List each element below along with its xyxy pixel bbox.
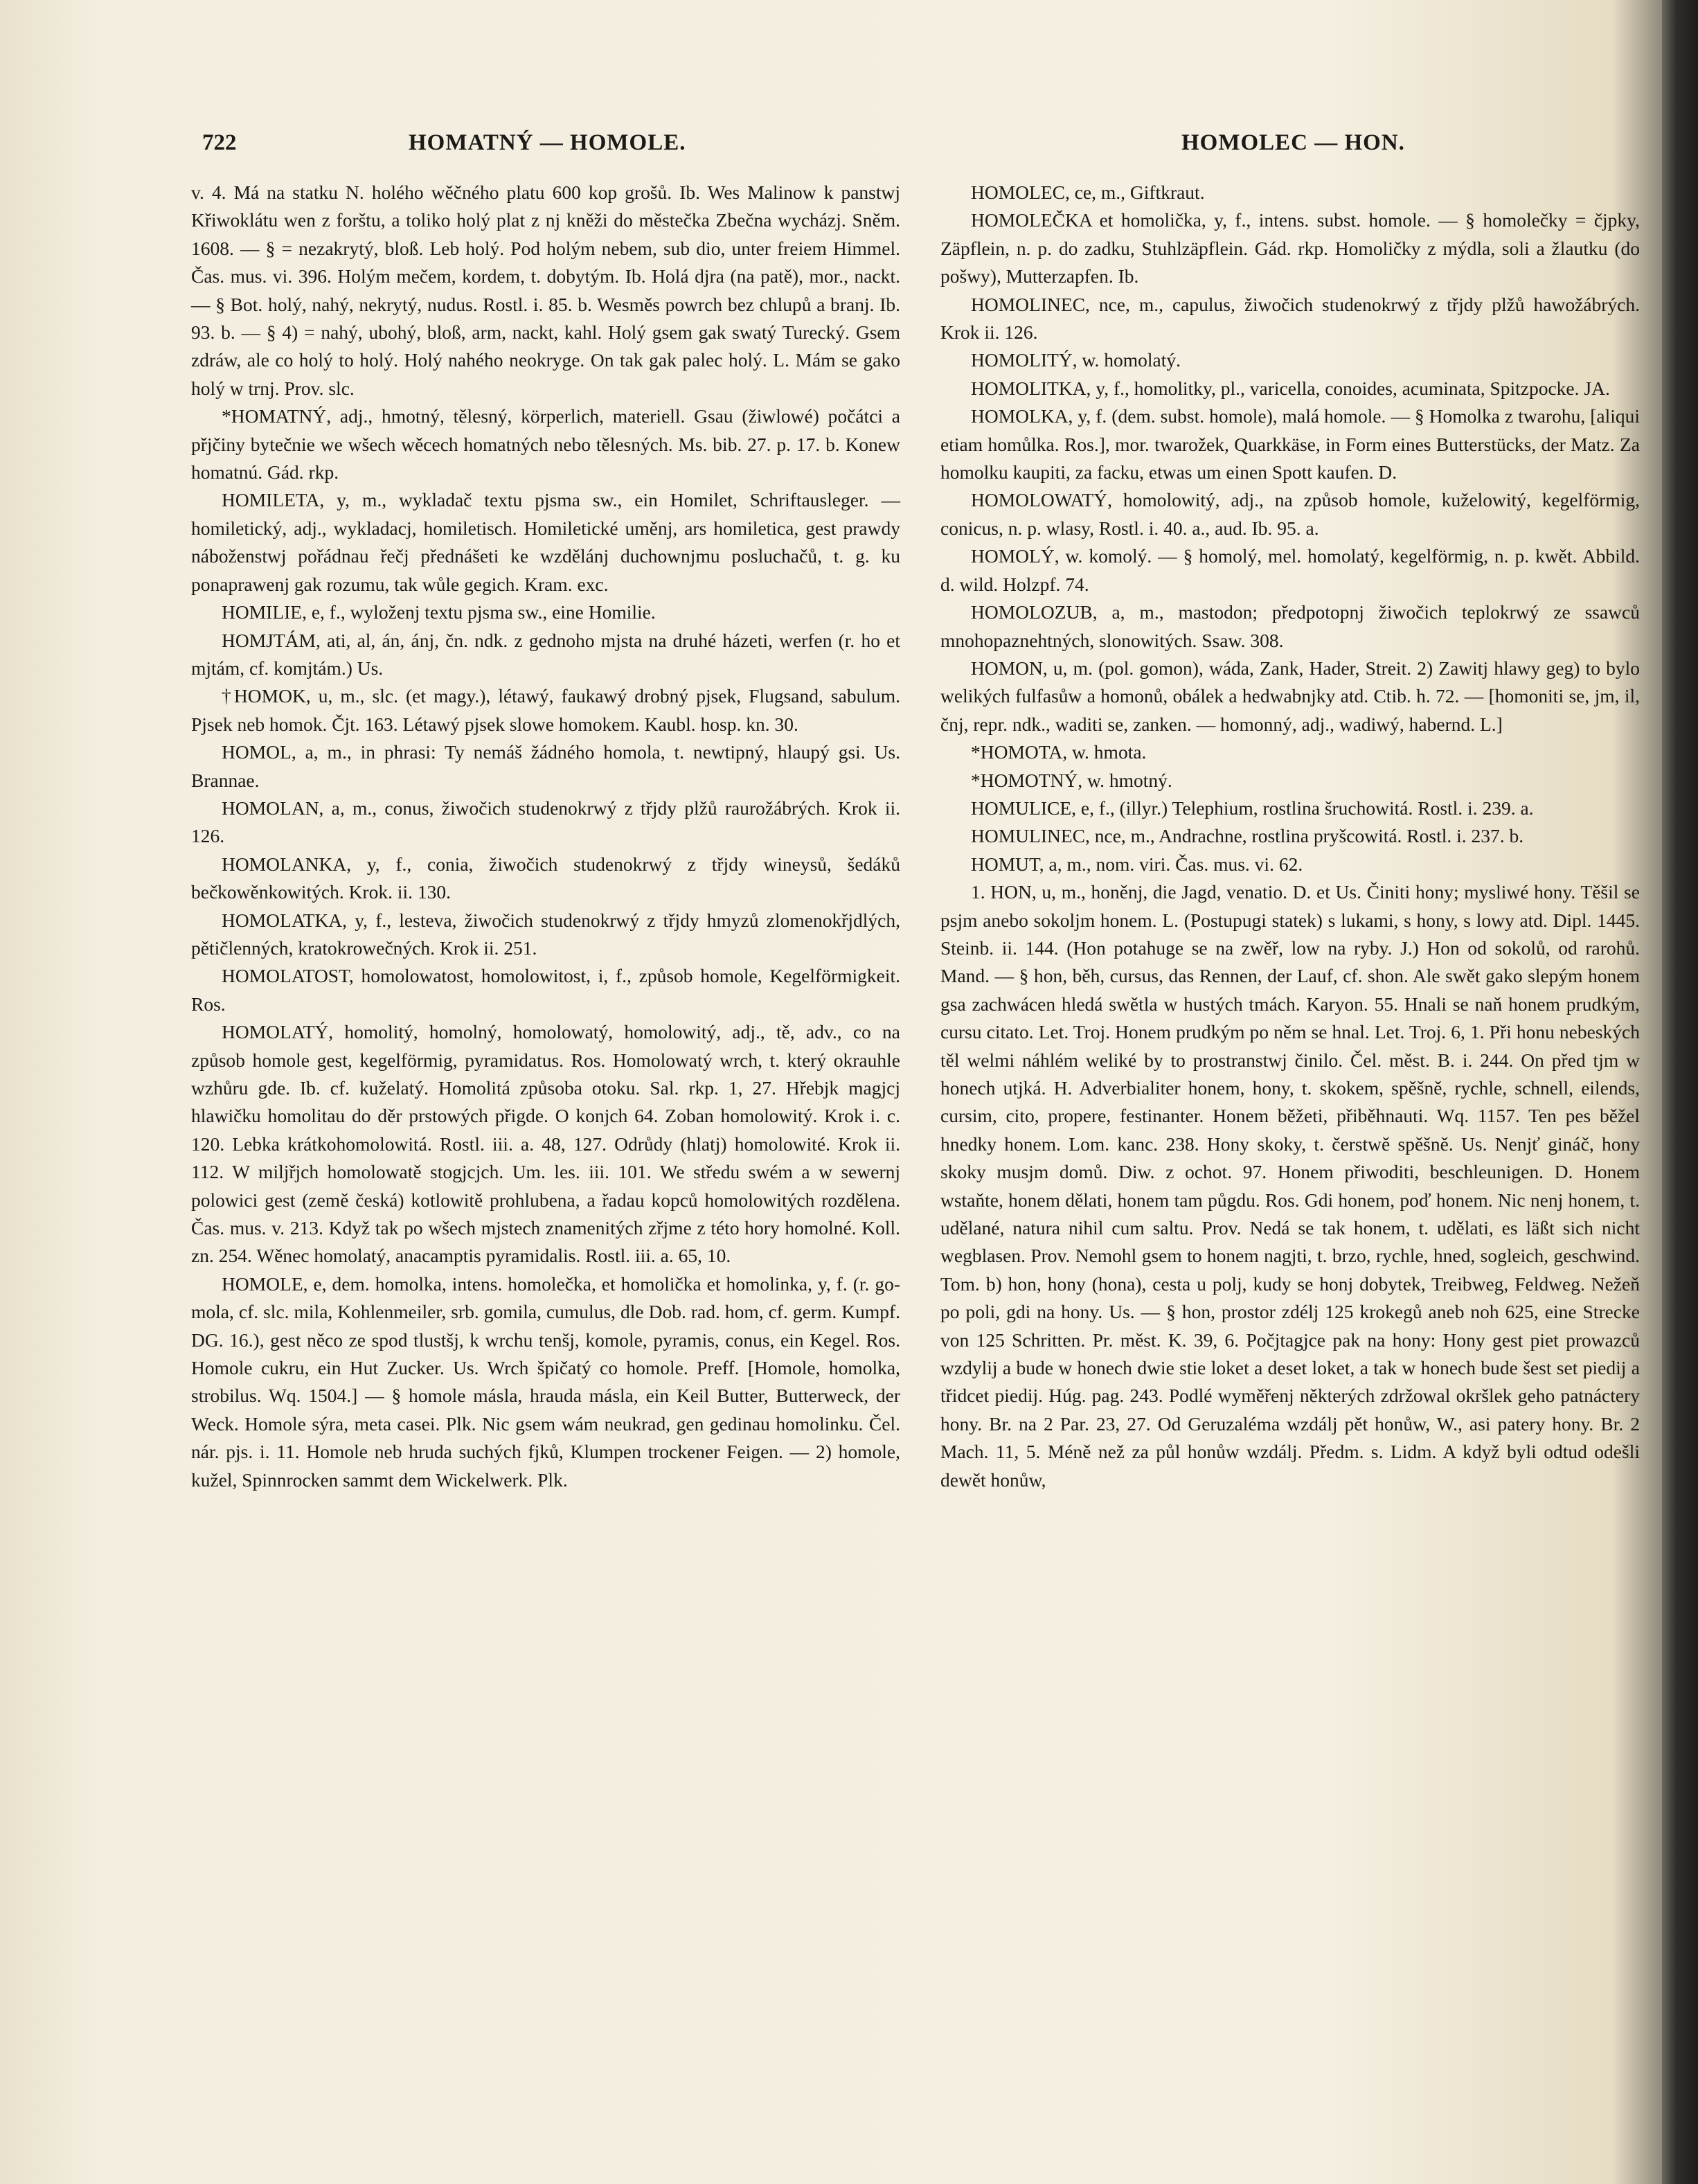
entry-paragraph: HOMILETA, y, m., wykladač textu pjsma sw., ein Homilet, Schriftausleger. — homiletický, adj., wykladacj, homiletisch. Homiletické uměnj, ars homiletica, gest prawdy náboženstwj pořádnau řečj přednášeti ke wzdělánj duchownjmu posluchačů, t. g. ku ponaprawenj gak rozumu, tak wůle gegich. Kram. exc. — [191, 489, 900, 595]
entry-paragraph: HOMOLE, e, dem. homolka, intens. homolečka, et homolička et homolinka, y, f. (r. go-mola, cf. slc. mila, Kohlenmeiler, srb. gomila, cumulus, dle Dob. rad. hom, cf. germ. Kumpf. DG. 16.), gest něco ze spod tlustšj, k wrchu tenšj, komole, pyramis, conus, ein Kegel. Ros. Homole cukru, ein Hut Zucker. Us. Wrch špičatý co homole. Preff. [Homole, homolka, strobilus. Wq. 1504.] — § homole másla, hrauda másla, ein Keil Butter, Butterweck, der Weck. Homole sýra, meta casei. Plk. Nic gsem wám neukrad, gen gedinau homolinku. Čel. nár. pjs. i. 11. Homole neb hruda suchých fjků, Klumpen trockener Feigen. — 2) homole, kužel, Spinnrocken sammt dem Wickelwerk. Plk. — [191, 1272, 900, 1491]
entry-paragraph: HOMOLÝ, w. komolý. — § homolý, mel. homolatý, kegelförmig, n. p. kwět. Abbild. d. wild. Holzpf. 74. — [940, 545, 1640, 595]
entry-paragraph: HOMOLOZUB, a, m., mastodon; předpotopnj žiwočich teplokrwý ze ssawců mnohopaznehtných, slonowitých. Ssaw. 308. — [940, 601, 1640, 651]
entry-paragraph: HOMOLKA, y, f. (dem. subst. homole), malá homole. — § Homolka z twarohu, [aliqui etiam homůlka. Ros.], mor. twarožek, Quarkkäse, in Form eines Butterstücks, der Matz. Za homolku kaupiti, za facku, etwas um einen Spott kaufen. D. — [940, 405, 1640, 483]
entry-paragraph: HOMJTÁM, ati, al, án, ánj, čn. ndk. z gednoho mjsta na druhé házeti, werfen (r. ho et mjtám, cf. komjtám.) Us. — [191, 629, 900, 679]
right-column — [940, 179, 1640, 1494]
entry-paragraph: HOMOLITÝ, w. homolatý. — [971, 349, 1181, 371]
entry-paragraph: HOMOLATKA, y, f., lesteva, žiwočich studenokrwý z třjdy hmyzů zlomenokřjdlých, pětičlenných, kratokrowečných. Krok ii. 251. — [191, 909, 900, 959]
entry-paragraph: HOMOLATOST, homolowatost, homolowitost, i, f., způsob homole, Kegelförmigkeit. Ros. — [191, 965, 900, 1015]
entry-paragraph: *HOMOTNÝ, w. hmotný. — [971, 769, 1172, 791]
left-running-head: HOMATNÝ — HOMOLE. — [409, 130, 686, 155]
entry-paragraph: HOMOLEC, ce, m., Giftkraut. — [971, 181, 1205, 203]
entry-paragraph: HOMULICE, e, f., (illyr.) Telephium, rostlina šruchowitá. Rostl. i. 239. a. — [971, 797, 1534, 819]
entry-paragraph: †HOMOK, u, m., slc. (et magy.), létawý, faukawý drobný pjsek, Flugsand, sabulum. Pjsek neb homok. Čjt. 163. Létawý pjsek slowe homokem. Kaubl. hosp. kn. 30. — [191, 685, 900, 735]
entry-paragraph: v. 4. Má na statku N. holého wěčného platu 600 kop grošů. Ib. Wes Malinow k panstwj Křiwoklátu wen z forštu, a toliko holý plat z nj kněži do městečka Zbečna wycházj. Sněm. 1608. — § = nezakrytý, bloß. Leb holý. Pod holým nebem, sub dio, unter freiem Himmel. Čas. mus. vi. 396. Holým mečem, kordem, t. dobytým. Ib. Holá djra (na patě), mor., nackt. — § Bot. holý, nahý, nekrytý, nudus. Rostl. i. 85. b. Wesměs powrch bez chlupů a branj. Ib. 93. b. — § 4) = nahý, ubohý, bloß, arm, nackt, kahl. Holý gsem gak swatý Turecký. Gsem zdráw, ale co holý to holý. Holý nahého neokryge. On tak gak palec holý. L. Mám se gako holý w trnj. Prov. slc. — [191, 181, 900, 399]
entry-paragraph: HOMOLANKA, y, f., conia, žiwočich studenokrwý z třjdy wineysů, šedáků bečkowěnkowitých. Krok. ii. 130. — [191, 853, 900, 903]
entry-paragraph: 1. HON, u, m., honěnj, die Jagd, venatio. D. et Us. Činiti hony; mysliwé hony. Těšil se psjm anebo sokoljm honem. L. (Postupugi statek) s lukami, s hony, s lowy atd. Dipl. 1445. Steinb. ii. 144. (Hon potahuge se na zwěř, low na ryby. J.) Hon od sokolů, od rarohů. Mand. — § hon, běh, cursus, das Rennen, der Lauf, cf. shon. Ale swět gako slepým honem gsa zachwácen hledá swětla w hustých tmách. Karyon. 55. Hnali se naň honem prudkým, cursu citato. Let. Troj. Honem prudkým po něm se hnal. Let. Troj. 6, 1. Při honu nebeských těl welmi náhlém weliké by to prostranstwj činilo. Čel. měst. B. i. 244. On před tjm w honech utjká. H. Adverbialiter honem, hony, t. skokem, spěšně, rychle, schnell, eilends, cursim, cito, propere, festinanter. Honem běžeti, přiběhnauti. Wq. 1157. Ten pes běžel hnedky honem. Lom. kanc. 238. Hony skoky, t. čerstwě spěšně. Us. Nenjť gináč, hony skoky musjm domů. Diw. z ochot. 97. Honem přiwoditi, beschleunigen. D. Honem wstaňte, honem dělati, honem tam půgdu. Ros. Gdi honem, poď honem. Nic nenj honem, t. udělané, natura nihil cum saltu. Prov. Nedá se tak honem, t. udělati, es läßt sich nicht wegblasen. Prov. Nemohl gsem to honem nagjti, t. brzo, rychle, hned, sogleich, geschwind. Tom. b) hon, hony (hona), cesta u polj, kudy se honj dobytek, Treibweg, Feldweg. Nežeň po poli, gdi na hony. Us. — § hon, prostor zdélj 125 krokegů aneb noh 625, eine Strecke von 125 Schritten. Pr. měst. K. 39, 6. Počjtagjce pak na hony: Hony gest piet prowazců wzdylij a bude w honech dwie stie loket a deset loket, a tak w honech bude šest set piedij a třidcet piedij. Húg. pag. 243. Podlé wyměřenj některých zdržowal okršlek geho patnáctery hony. Br. na 2 Par. 23, 27. Od Geruzaléma wzdálj pět honůw, W., asi patery hony. Br. 2 Mach. 11, 5. Méně než za půl honůw wzdálj. Předm. s. Lidm. A když byli odtud odešli dewět honůw, — [940, 881, 1640, 1491]
book-spine-edge — [1662, 0, 1698, 2184]
entry-paragraph: HOMUT, a, m., nom. viri. Čas. mus. vi. 62. — [971, 853, 1303, 875]
entry-paragraph: HOMOLATÝ, homolitý, homolný, homolowatý, homolowitý, adj., tě, adv., co na způsob homole gest, kegelförmig, pyramidatus. Ros. Homolowatý wrch, t. který okrauhle wzhůru gde. Ib. cf. kuželatý. Homolitá způsoba otoku. Sal. rkp. 1, 27. Hřebjk magjcj hlawičku homolitau do děr prstowých přigde. O konjch 64. Zoban homolowitý. Krok i. c. 120. Lebka krátkohomolowitá. Rostl. iii. a. 48, 127. Odrůdy (hlatj) homolowité. Krok ii. 112. W miljřjch homolowatě stogjcjch. Um. les. iii. 101. We středu swém a w sewernj polowici gest (země česká) kotlowitě prohlubena, a řadau kopců homolowitých rozdělena. Čas. mus. v. 213. Když tak po wšech mjstech znamenitých zřjme z této hory homolné. Koll. zn. 254. Wěnec homolatý, anacamptis pyramidalis. Rostl. iii. a. 65, 10. — [191, 1021, 900, 1267]
entry-paragraph: HOMOLITKA, y, f., homolitky, pl., varicella, conoides, acuminata, Spitzpocke. JA. — [971, 377, 1610, 399]
entry-paragraph: HOMILIE, e, f., wyloženj textu pjsma sw., eine Homilie. — [222, 601, 656, 623]
entry-paragraph: HOMULINEC, nce, m., Andrachne, rostlina pryšcowitá. Rostl. i. 237. b. — [971, 825, 1524, 847]
entry-paragraph: HOMOL, a, m., in phrasi: Ty nemáš žádného homola, t. newtipný, hlaupý gsi. Us. Brannae. — [191, 741, 900, 791]
entry-paragraph: HOMOLAN, a, m., conus, žiwočich studenokrwý z třjdy plžů raurožábrých. Krok ii. 126. — [191, 797, 900, 847]
left-column — [191, 179, 900, 1494]
right-running-head: HOMOLEC — HON. — [1181, 130, 1405, 155]
entry-paragraph: HOMOLINEC, nce, m., capulus, žiwočich studenokrwý z třjdy plžů hawožábrých. Krok ii. 126. — [940, 293, 1640, 344]
entry-paragraph: *HOMATNÝ, adj., hmotný, tělesný, körperlich, materiell. Gsau (žiwlowé) počátci a přjčiny bytečnie we wšech wěcech homatných nebo tělesných. Ms. bib. 27. p. 17. b. Konew homatnú. Gád. rkp. — [191, 405, 900, 483]
entry-paragraph: *HOMOTA, w. hmota. — [971, 741, 1147, 763]
entry-paragraph: HOMON, u, m. (pol. gomon), wáda, Zank, Hader, Streit. 2) Zawitj hlawy geg) to bylo welikých fulfasůw a homonů, obálek a hedwabnjky atd. Ctib. h. 72. — [homoniti se, jm, il, čnj, repr. ndk., waditi se, zanken. — homonný, adj., wadiwý, habernd. L.] — [940, 657, 1640, 735]
page-header — [201, 130, 1600, 172]
page-number: 722 — [202, 130, 237, 155]
entry-paragraph: HOMOLEČKA et homolička, y, f., intens. subst. homole. — § homolečky = čjpky, Zäpflein, n. p. do zadku, Stuhlzäpflein. Gád. rkp. Homoličky z mýdla, soli a žlautku (do pošwy), Mutterzapfen. Ib. — [940, 209, 1640, 287]
entry-paragraph: HOMOLOWATÝ, homolowitý, adj., na způsob homole, kuželowitý, kegelförmig, conicus, n. p. wlasy, Rostl. i. 40. a., aud. Ib. 95. a. — [940, 489, 1640, 539]
